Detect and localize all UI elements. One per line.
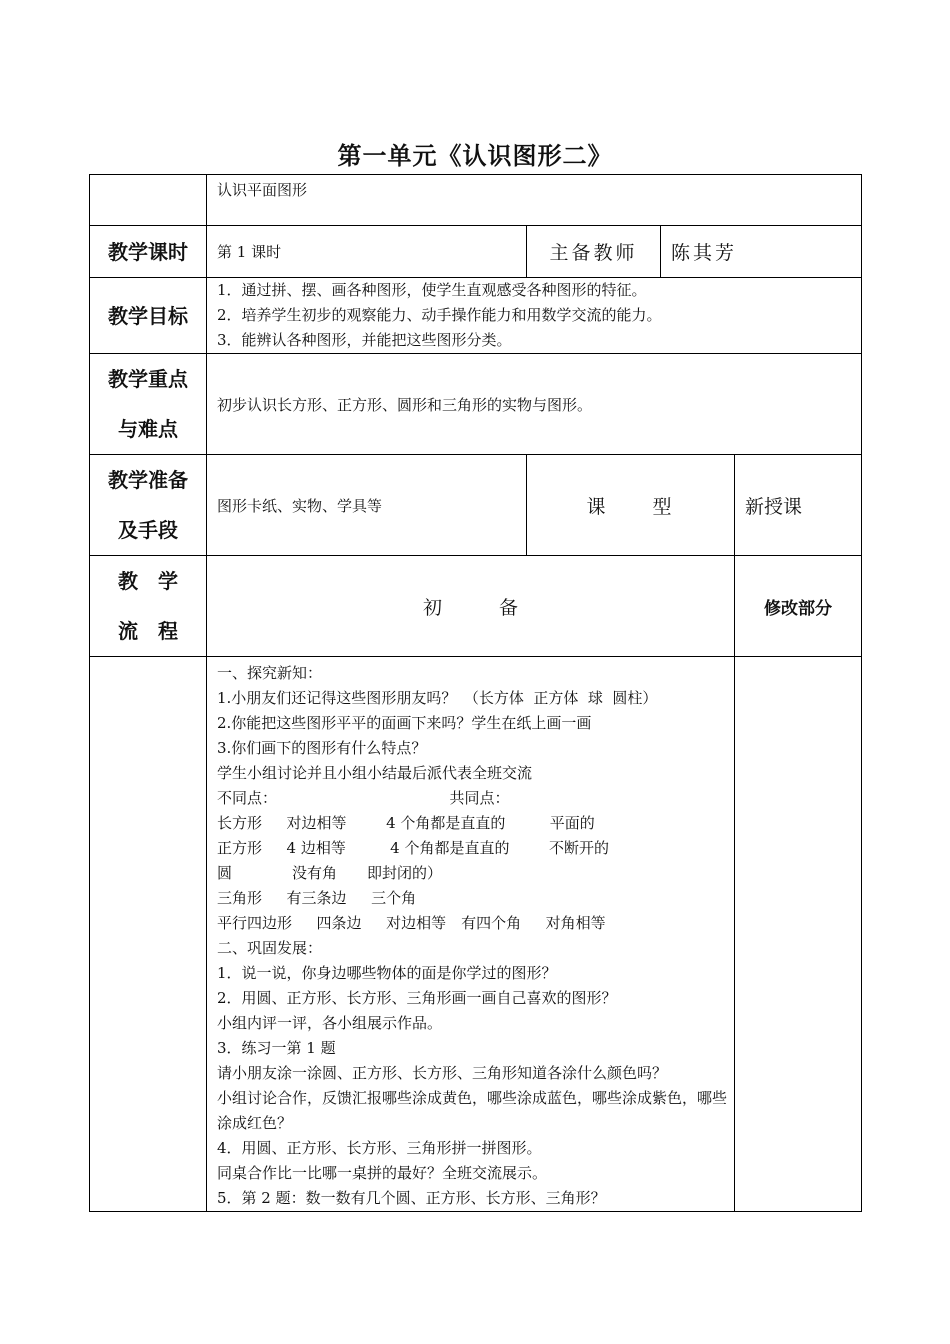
flow-label-line2: 流 程	[118, 619, 178, 643]
content-line: 圆 没有角 即封闭的）	[217, 864, 443, 882]
content-line: 长方形 对边相等 4 个角都是直直的 平面的	[217, 814, 595, 832]
teacher-label: 主备教师	[527, 226, 661, 278]
content-line: 不同点： 共同点：	[217, 789, 510, 807]
content-line: 平行四边形 四条边 对边相等 有四个角 对角相等	[217, 914, 606, 932]
content-line: 正方形 4 边相等 4 个角都是直直的 不断开的	[217, 839, 610, 857]
preparation-label-line2: 及手段	[118, 518, 178, 542]
content-line: 一、探究新知：	[217, 664, 323, 682]
teacher-name: 陈其芳	[661, 226, 862, 278]
objectives-row	[90, 278, 862, 354]
topic-row	[90, 175, 862, 226]
content-line: 三角形 有三条边 三个角	[217, 889, 417, 907]
revision-cell	[735, 657, 862, 1212]
page-title: 第一单元《认识图形二》	[337, 142, 613, 170]
flow-label	[90, 556, 207, 657]
content-line: 3.你们画下的图形有什么特点？	[217, 739, 427, 757]
period-row	[90, 226, 862, 278]
preparation-value: 图形卡纸、实物、学具等	[207, 455, 527, 556]
topic-label-cell	[90, 175, 207, 226]
content-line: 1.小朋友们还记得这些图形朋友吗？ （长方体 正方体 球 圆柱）	[217, 689, 658, 707]
objectives-list	[207, 278, 862, 354]
lesson-content	[207, 657, 735, 1212]
lesson-plan-table	[89, 174, 862, 1212]
draft-label: 初 备	[207, 556, 735, 657]
key-points-row	[90, 354, 862, 455]
content-line: 2.你能把这些图形平平的面画下来吗？学生在纸上画一画	[217, 714, 592, 732]
content-line: 同桌合作比一比哪一桌拼的最好？全班交流展示。	[217, 1164, 548, 1182]
content-line: 1．说一说，你身边哪些物体的面是你学过的图形？	[217, 964, 557, 982]
content-line: 二、巩固发展：	[217, 939, 323, 957]
flow-label-line1: 教 学	[118, 569, 178, 593]
content-line: 4．用圆、正方形、长方形、三角形拼一拼图形。	[217, 1139, 542, 1157]
key-points-value: 初步认识长方形、正方形、圆形和三角形的实物与图形。	[207, 354, 862, 455]
content-label-cell	[90, 657, 207, 1212]
content-line: 请小朋友涂一涂圆、正方形、长方形、三角形知道各涂什么颜色吗？	[217, 1064, 668, 1082]
content-line: 小组讨论合作，反馈汇报哪些涂成黄色，哪些涂成蓝色，哪些涂成紫色，哪些涂成红色？	[217, 1089, 728, 1132]
content-line: 学生小组讨论并且小组小结最后派代表全班交流	[217, 764, 533, 782]
key-points-label	[90, 354, 207, 455]
objective-item: 2．培养学生初步的观察能力、动手操作能力和用数学交流的能力。	[217, 306, 662, 324]
preparation-label-line1: 教学准备	[108, 468, 188, 492]
period-value: 第 1 课时	[207, 226, 527, 278]
key-points-label-line1: 教学重点	[108, 367, 188, 391]
preparation-label	[90, 455, 207, 556]
lesson-type-value: 新授课	[735, 455, 862, 556]
lesson-type-label: 课 型	[527, 455, 735, 556]
objectives-label: 教学目标	[90, 278, 207, 354]
flow-header-row	[90, 556, 862, 657]
key-points-label-line2: 与难点	[118, 417, 178, 441]
period-label: 教学课时	[90, 226, 207, 278]
lesson-topic: 认识平面图形	[207, 175, 862, 226]
content-line: 5．第 2 题：数一数有几个圆、正方形、长方形、三角形？	[217, 1189, 606, 1207]
preparation-row	[90, 455, 862, 556]
revision-label: 修改部分	[735, 556, 862, 657]
content-line: 3．练习一第 1 题	[217, 1039, 336, 1057]
objective-item: 3．能辨认各种图形，并能把这些图形分类。	[217, 331, 512, 349]
content-line: 小组内评一评，各小组展示作品。	[217, 1014, 443, 1032]
content-row	[90, 657, 862, 1212]
content-line: 2．用圆、正方形、长方形、三角形画一画自己喜欢的图形？	[217, 989, 617, 1007]
objective-item: 1．通过拼、摆、画各种图形，使学生直观感受各种图形的特征。	[217, 281, 647, 299]
